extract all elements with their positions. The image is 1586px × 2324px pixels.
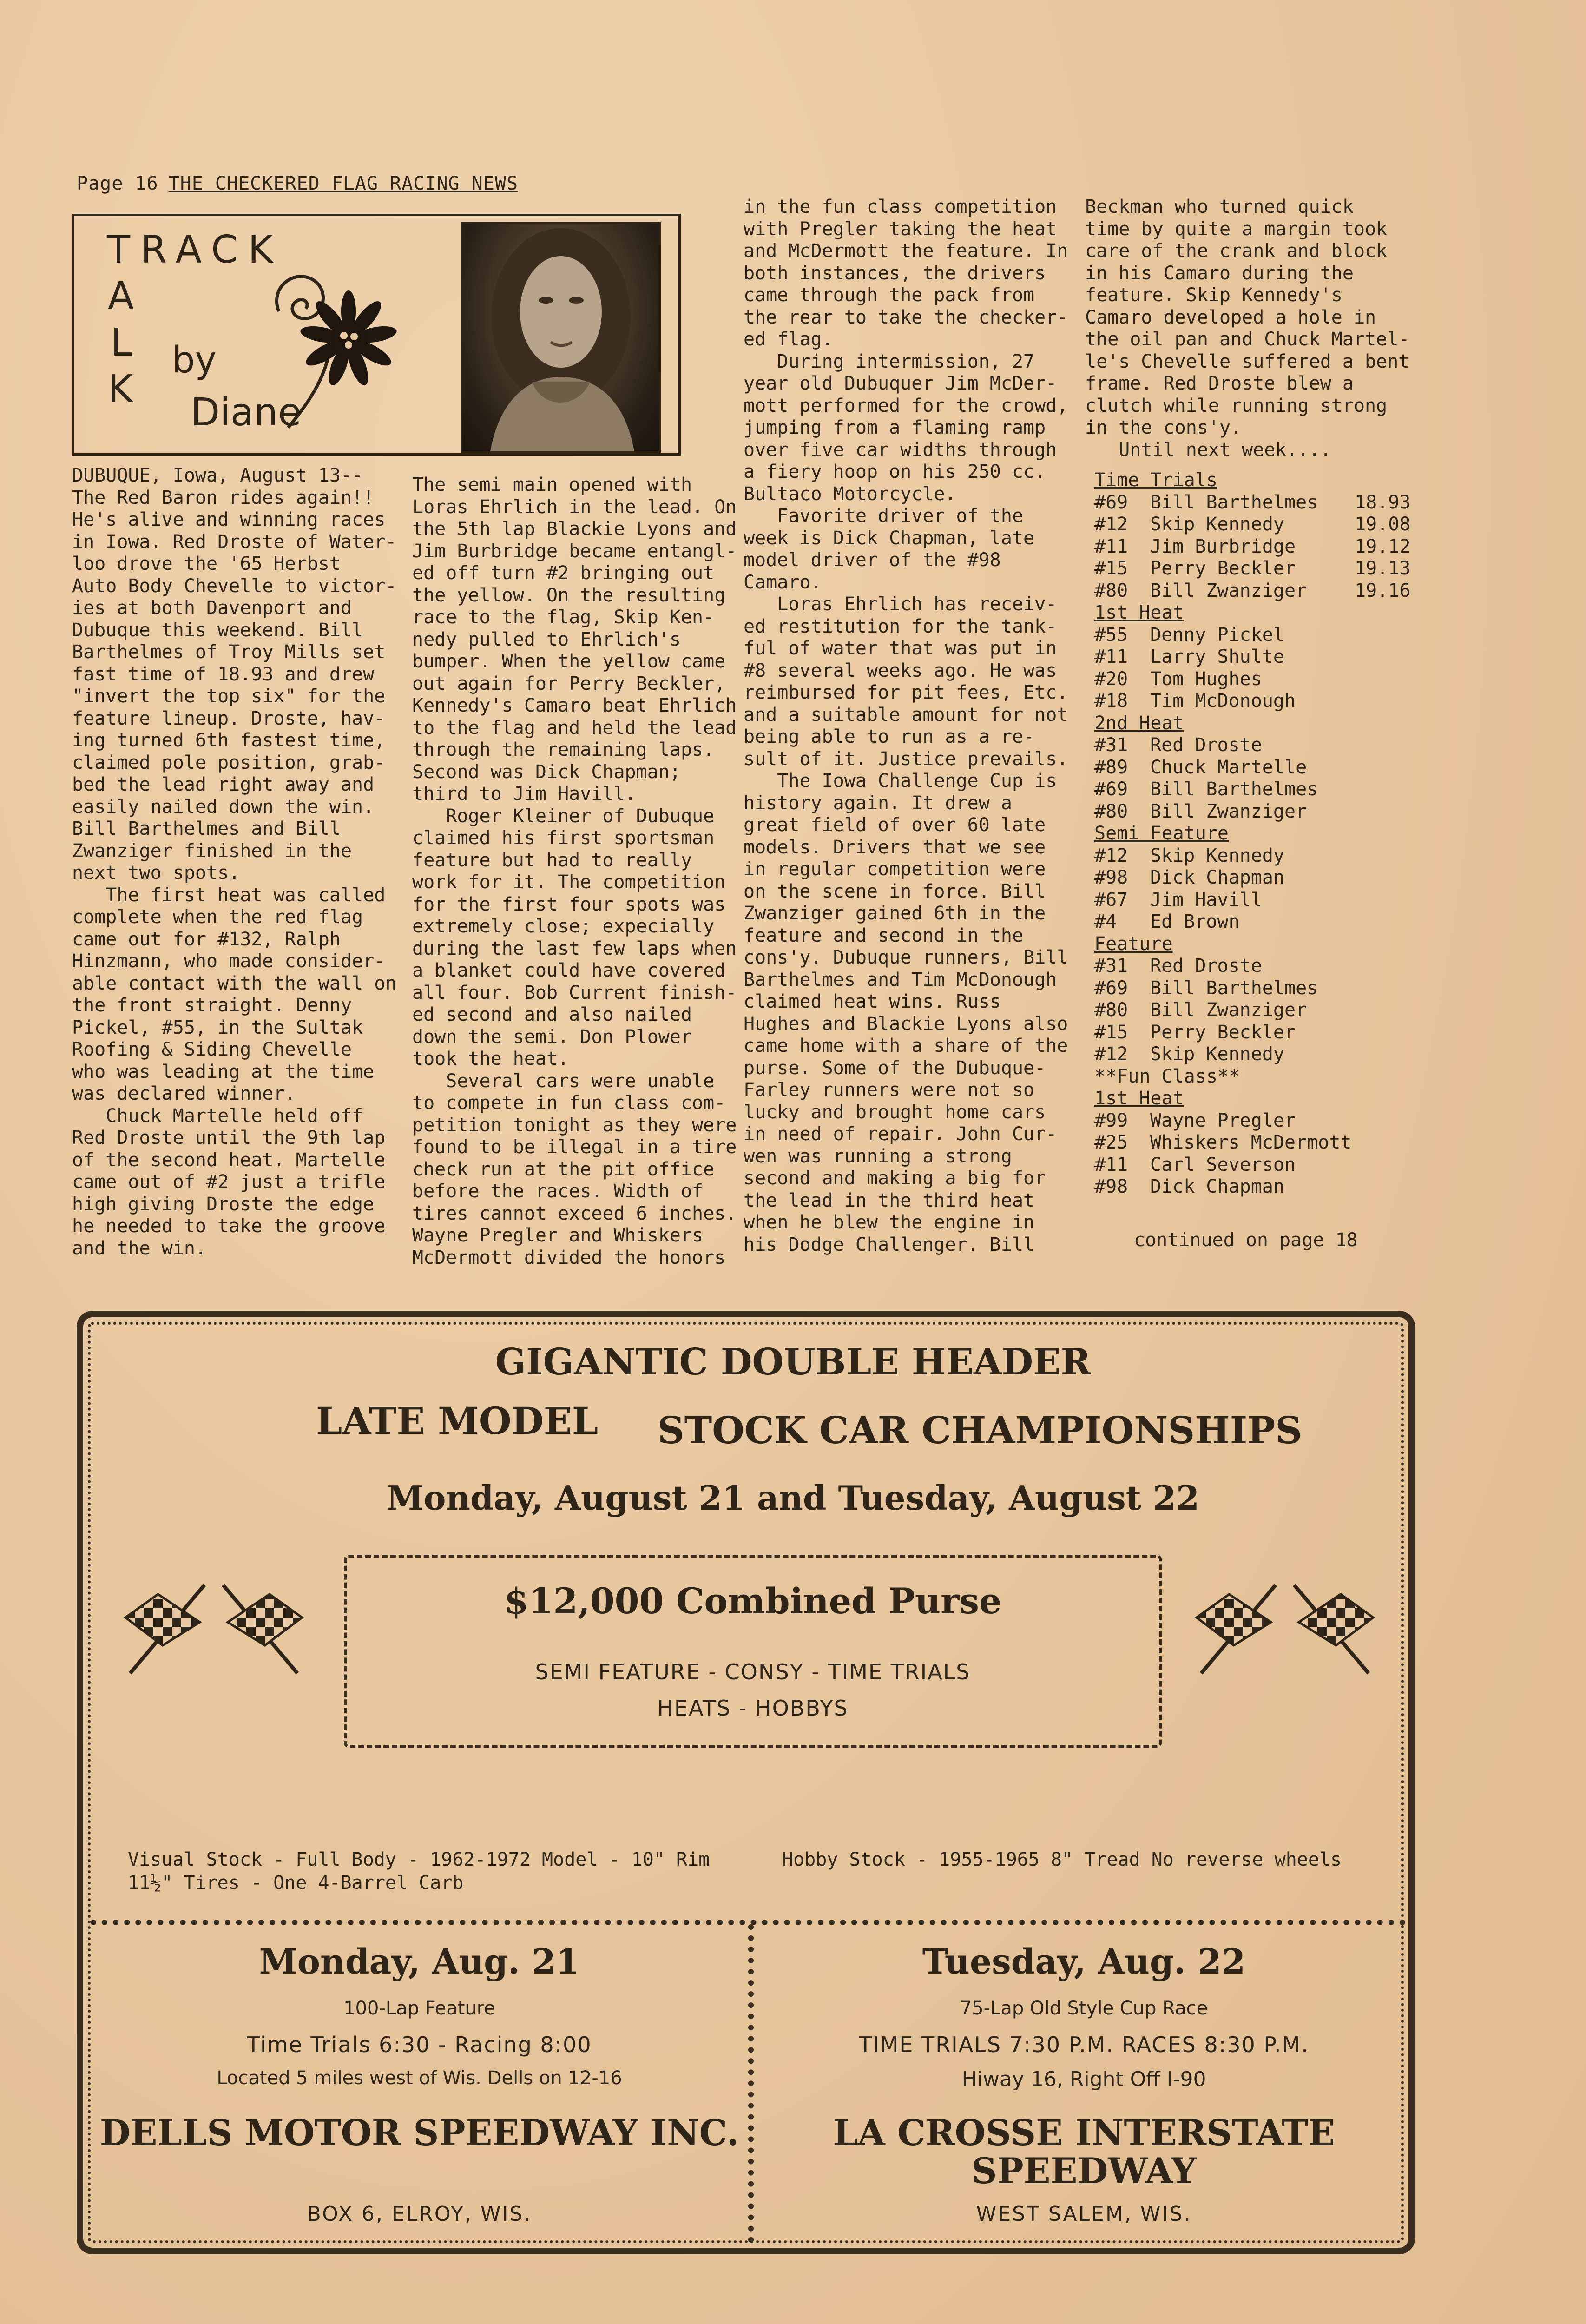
car-number: #69 <box>1094 491 1128 513</box>
results-row <box>1094 845 1410 867</box>
results-row <box>1094 911 1410 933</box>
tuesday-speedway-name: LA CROSSE INTERSTATE SPEEDWAY <box>833 2112 1335 2192</box>
car-number: #89 <box>1094 756 1128 778</box>
car-number: #31 <box>1094 955 1128 977</box>
lap-time: 18.93 <box>1355 491 1411 513</box>
checkered-flags-icon-right <box>1183 1571 1387 1683</box>
lap-time: 19.13 <box>1355 558 1411 579</box>
results-row <box>1094 646 1410 668</box>
ad-headline: GIGANTIC DOUBLE HEADER <box>495 1341 1091 1383</box>
race-results <box>1094 469 1410 1198</box>
results-row <box>1094 734 1410 757</box>
car-number: #69 <box>1094 779 1128 800</box>
monday-address: BOX 6, ELROY, WIS. <box>307 2202 532 2226</box>
ad-subheadline-left: LATE MODEL <box>316 1399 599 1443</box>
monday-title: Monday, Aug. 21 <box>259 1942 580 1982</box>
car-number: #80 <box>1094 800 1128 822</box>
car-number: #15 <box>1094 1021 1128 1043</box>
car-number: #98 <box>1094 867 1128 888</box>
results-row <box>1094 536 1410 558</box>
car-number: #11 <box>1094 646 1128 667</box>
lap-time: 19.12 <box>1355 535 1411 557</box>
results-category-label: Semi Feature <box>1094 823 1229 844</box>
publication-title: THE CHECKERED FLAG RACING NEWS <box>168 173 519 194</box>
driver-name: Red Droste <box>1150 734 1262 756</box>
car-number: #15 <box>1094 558 1128 579</box>
results-category-label: 1st Heat <box>1094 602 1184 623</box>
results-row <box>1094 779 1410 801</box>
driver-name: Bill Zwanziger <box>1150 800 1307 822</box>
track-talk-letter-a: A <box>108 274 134 318</box>
results-row <box>1094 624 1410 647</box>
results-class-label: **Fun Class** <box>1094 1065 1240 1087</box>
ad-vertical-divider <box>748 1924 754 2243</box>
driver-name: Skip Kennedy <box>1150 514 1284 535</box>
car-number: #55 <box>1094 624 1128 646</box>
flower-icon <box>260 260 400 437</box>
driver-name: Jim Havill <box>1150 889 1262 911</box>
car-number: #25 <box>1094 1132 1128 1153</box>
results-row <box>1094 801 1410 823</box>
page-number: Page 16 <box>77 173 158 194</box>
continued-note: continued on page 18 <box>1134 1229 1358 1251</box>
results-row <box>1094 1110 1410 1132</box>
results-row <box>1094 1154 1410 1176</box>
results-row <box>1094 668 1410 691</box>
results-category <box>1094 602 1410 624</box>
monday-speedway-name: DELLS MOTOR SPEEDWAY INC. <box>99 2112 739 2153</box>
results-category-label: Feature <box>1094 933 1173 955</box>
driver-name: Wayne Pregler <box>1150 1109 1296 1131</box>
driver-name: Dick Chapman <box>1150 1176 1284 1197</box>
article-column-4: Beckman who turned quick time by quite a margin took care of the crank and block in his Camaro during the feature. Skip Kennedy's Camaro developed a hole in the oil pan and Chuck Martel- le's Chevelle suffered a bent frame. Red Droste blew a clutch while running strong in the cons'y. Until next week.... <box>1085 196 1410 461</box>
car-number: #12 <box>1094 1043 1128 1065</box>
track-talk-title: TRACK <box>107 228 283 272</box>
results-row <box>1094 558 1410 580</box>
car-number: #31 <box>1094 734 1128 756</box>
driver-name: Denny Pickel <box>1150 624 1284 646</box>
results-category <box>1094 823 1410 845</box>
tuesday-address: WEST SALEM, WIS. <box>976 2202 1192 2226</box>
events-line-2: HEATS - HOBBYS <box>657 1696 849 1721</box>
monday-line-1: 100-Lap Feature <box>343 1998 495 2019</box>
track-talk-by: by <box>172 339 217 381</box>
events-line-1: SEMI FEATURE - CONSY - TIME TRIALS <box>535 1659 971 1684</box>
tuesday-line-3: Hiway 16, Right Off I-90 <box>961 2067 1206 2091</box>
visual-stock-rules-1: Visual Stock - Full Body - 1962-1972 Model - 10" Rim <box>128 1849 710 1870</box>
results-row <box>1094 999 1410 1022</box>
page-header <box>77 173 518 194</box>
car-number: #20 <box>1094 668 1128 690</box>
car-number: #69 <box>1094 977 1128 999</box>
hobby-stock-rules: Hobby Stock - 1955-1965 8" Tread No reverse wheels <box>782 1849 1342 1870</box>
results-category <box>1094 1088 1410 1110</box>
visual-stock-rules-2: 11½" Tires - One 4-Barrel Carb <box>128 1872 464 1894</box>
track-talk-letter-l: L <box>111 321 132 365</box>
driver-name: Perry Beckler <box>1150 1021 1296 1043</box>
article-column-3: in the fun class competition with Pregler taking the heat and McDermott the feature. In both instances, the drivers came through the pack from the rear to take the checker- ed flag. During intermission, 27 year old Dubuquer Jim McDer- mott performed for the crowd, jumping from a flaming ramp over five car widths through a fiery hoop on his 250 cc. Bultaco Motorcycle. Favorite driver of the week is Dick Chapman, late model driver of the #98 Camaro. Loras Ehrlich has receiv- ed restitution for the tank- ful of water that was put in #8 several weeks ago. He was reimbursed for pit fees, Etc. and a suitable amount for not being able to run as a re- sult of it. Justice prevails. The Iowa Challenge Cup is history again. It drew a great field of over 60 late models. Drivers that we see in regular competition were on the scene in force. Bill Zwanziger gained 6th in the feature and second in the cons'y. Dubuque runners, Bill Barthelmes and Tim McDonough claimed heat wins. Russ Hughes and Blackie Lyons also came home with a share of the purse. Some of the Dubuque- Farley runners were not so lucky and brought home cars in need of repair. John Cur- wen was running a strong second and making a big for the lead in the third heat when he blew the engine in his Dodge Challenger. Bill <box>744 196 1068 1255</box>
monday-line-2: Time Trials 6:30 - Racing 8:00 <box>247 2032 592 2057</box>
results-row <box>1094 690 1410 713</box>
driver-name: Skip Kennedy <box>1150 1043 1284 1065</box>
results-row <box>1094 1022 1410 1044</box>
purse-amount: $12,000 Combined Purse <box>504 1580 1002 1622</box>
results-row <box>1094 977 1410 1000</box>
track-talk-author: Diane <box>191 390 302 435</box>
driver-name: Whiskers McDermott <box>1150 1132 1352 1153</box>
driver-name: Bill Barthelmes <box>1150 491 1318 513</box>
tuesday-title: Tuesday, Aug. 22 <box>922 1942 1246 1982</box>
ad-dates: Monday, August 21 and Tuesday, August 22 <box>386 1478 1200 1518</box>
driver-name: Bill Zwanziger <box>1150 580 1307 601</box>
article-column-1: DUBUQUE, Iowa, August 13-- The Red Baron rides again!! He's alive and winning races in Iowa. Red Droste of Water- loo drove the '65 Herbst Auto Body Chevelle to victor- ies at both Davenport and Dubuque this weekend. Bill Barthelmes of Troy Mills set fast time of 18.93 and drew "invert the top six" for the feature lineup. Droste, hav- ing turned 6th fastest time, claimed pole position, grab- bed the lead right away and easily nailed down the win. Bill Barthelmes and Bill Zwanziger finished in the next two spots. The first heat was called complete when the red flag came out for #132, Ralph Hinzmann, who made consider- able contact with the wall on the front straight. Denny Pickel, #55, in the Sultak Roofing & Siding Chevelle who was leading at the time was declared winner. Chuck Martelle held off Red Droste until the 9th lap of the second heat. Martelle came out of #2 just a trifle high giving Droste the edge he needed to take the groove and the win. <box>72 465 397 1259</box>
car-number: #80 <box>1094 580 1128 601</box>
driver-name: Larry Shulte <box>1150 646 1284 667</box>
car-number: #11 <box>1094 535 1128 557</box>
lap-time: 19.16 <box>1355 580 1411 601</box>
tuesday-line-2: TIME TRIALS 7:30 P.M. RACES 8:30 P.M. <box>859 2032 1309 2057</box>
portrait-image <box>462 224 659 451</box>
car-number: #12 <box>1094 514 1128 535</box>
car-number: #18 <box>1094 690 1128 712</box>
results-category <box>1094 469 1410 492</box>
car-number: #98 <box>1094 1176 1128 1197</box>
results-category-label: Time Trials <box>1094 469 1217 491</box>
car-number: #11 <box>1094 1154 1128 1175</box>
driver-name: Bill Zwanziger <box>1150 999 1307 1021</box>
results-row <box>1094 580 1410 602</box>
driver-name: Jim Burbridge <box>1150 535 1296 557</box>
results-row <box>1094 867 1410 889</box>
car-number: #4 <box>1094 911 1117 932</box>
driver-name: Bill Barthelmes <box>1150 977 1318 999</box>
results-row <box>1094 889 1410 911</box>
results-category-label: 2nd Heat <box>1094 712 1184 734</box>
driver-name: Dick Chapman <box>1150 867 1284 888</box>
car-number: #80 <box>1094 999 1128 1021</box>
driver-name: Red Droste <box>1150 955 1262 977</box>
results-category <box>1094 933 1410 956</box>
car-number: #12 <box>1094 845 1128 866</box>
driver-name: Chuck Martelle <box>1150 756 1307 778</box>
driver-name: Perry Beckler <box>1150 558 1296 579</box>
results-row <box>1094 955 1410 977</box>
results-row <box>1094 757 1410 779</box>
tuesday-line-1: 75-Lap Old Style Cup Race <box>960 1998 1208 2019</box>
results-row <box>1094 514 1410 536</box>
monday-line-3: Located 5 miles west of Wis. Dells on 12-16 <box>217 2067 622 2089</box>
results-row <box>1094 1176 1410 1198</box>
results-row <box>1094 1132 1410 1154</box>
ad-subheadline-right: STOCK CAR CHAMPIONSHIPS <box>658 1408 1303 1452</box>
results-row <box>1094 1043 1410 1066</box>
driver-name: Carl Severson <box>1150 1154 1296 1175</box>
checkered-flags-icon-left <box>112 1571 316 1683</box>
driver-name: Skip Kennedy <box>1150 845 1284 866</box>
portrait-photo <box>461 222 661 453</box>
driver-name: Tim McDonough <box>1150 690 1296 712</box>
car-number: #67 <box>1094 889 1128 911</box>
results-category <box>1094 713 1410 735</box>
article-column-2: The semi main opened with Loras Ehrlich in the lead. On the 5th lap Blackie Lyons and Jim Burbridge became entangl- ed off turn #2 bringing out the yellow. On the resulting race to the flag, Skip Ken- nedy pulled to Ehrlich's bumper. When the yellow came out again for Perry Beckler, Kennedy's Camaro beat Ehrlich to the flag and held the lead through the remaining laps. Second was Dick Chapman; third to Jim Havill. Roger Kleiner of Dubuque claimed his first sportsman feature but had to really work for it. The competition for the first four spots was extremely close; expecially during the last few laps when a blanket could have covered all four. Bob Current finish- ed second and also nailed down the semi. Don Plower took the heat. Several cars were unable to compete in fun class com- petition tonight as they were found to be illegal in a tire check run at the pit office before the races. Width of tires cannot exceed 6 inches. Wayne Pregler and Whiskers McDermott divided the honors <box>412 474 737 1268</box>
driver-name: Ed Brown <box>1150 911 1240 932</box>
driver-name: Tom Hughes <box>1150 668 1262 690</box>
results-category-label: 1st Heat <box>1094 1088 1184 1109</box>
car-number: #99 <box>1094 1109 1128 1131</box>
results-row <box>1094 492 1410 514</box>
lap-time: 19.08 <box>1355 514 1411 535</box>
driver-name: Bill Barthelmes <box>1150 779 1318 800</box>
track-talk-letter-k: K <box>108 367 133 411</box>
